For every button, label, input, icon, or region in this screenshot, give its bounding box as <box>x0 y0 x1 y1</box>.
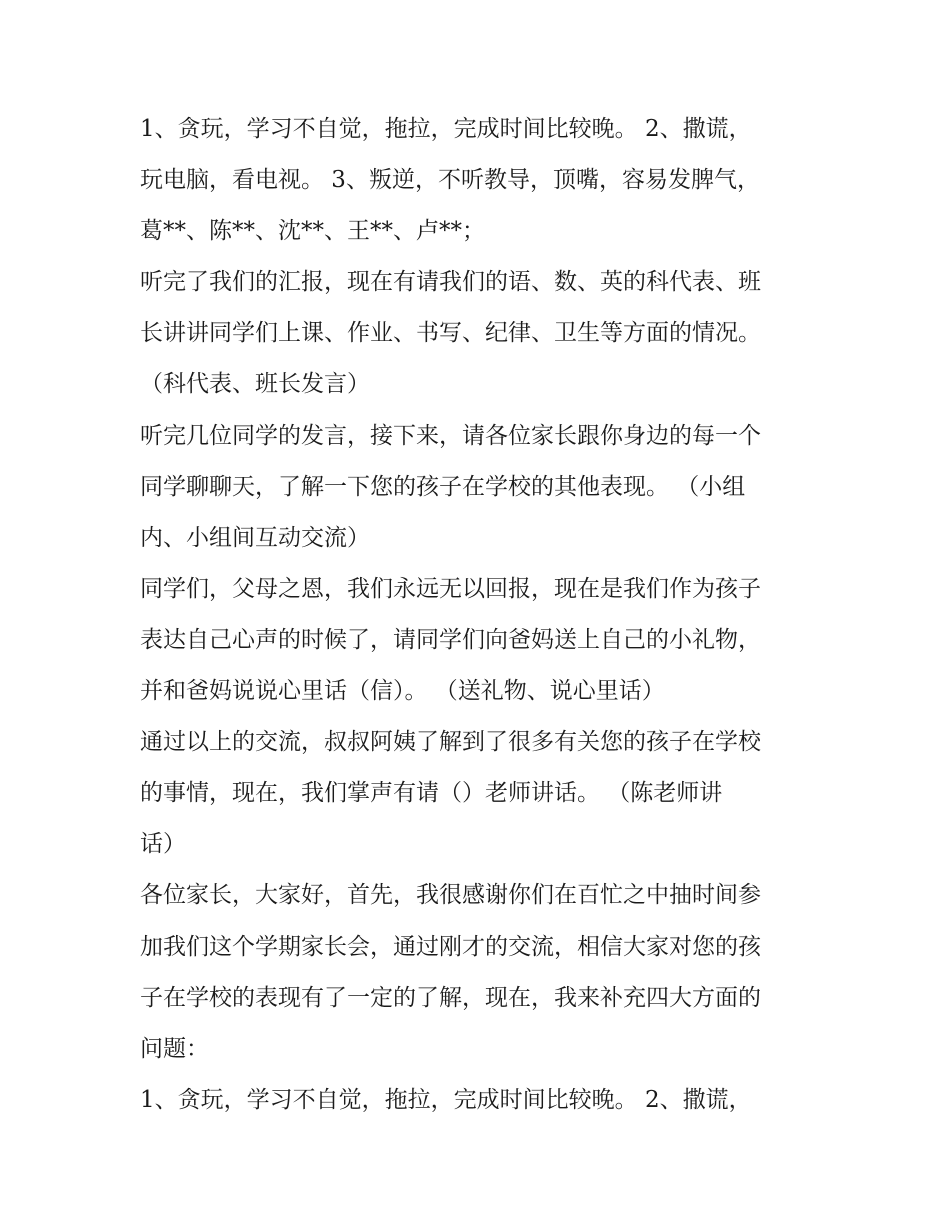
text-line: 的事情，现在，我们掌声有请（）老师讲话。 （陈老师讲 <box>140 780 723 807</box>
text-line: 听完了我们的汇报，现在有请我们的语、数、英的科代表、班 <box>140 269 761 296</box>
text-line: 同学们，父母之恩，我们永远无以回报，现在是我们作为孩子 <box>140 575 761 602</box>
text-line: 听完几位同学的发言，接下来，请各位家长跟你身边的每一个 <box>140 422 761 449</box>
text-line: 各位家长，大家好，首先，我很感谢你们在百忙之中抽时间参 <box>140 882 761 909</box>
text-line: 内、小组间互动交流） <box>140 524 370 551</box>
text-line: 并和爸妈说说心里话（信）。 （送礼物、说心里话） <box>140 678 665 705</box>
text-line: （科代表、班长发言） <box>140 371 370 398</box>
text-line: 玩电脑，看电视。 3、叛逆，不听教导，顶嘴，容易发脾气， <box>140 167 760 194</box>
text-line: 1、贪玩，学习不自觉，拖拉，完成时间比较晚。 2、撒谎， <box>140 116 752 142</box>
text-line: 加我们这个学期家长会，通过刚才的交流，相信大家对您的孩 <box>140 933 761 960</box>
text-line: 葛**、陈**、沈**、王**、卢**； <box>140 218 485 245</box>
text-line: 子在学校的表现有了一定的了解，现在，我来补充四大方面的 <box>140 984 761 1011</box>
text-line: 话） <box>140 831 186 858</box>
text-line: 长讲讲同学们上课、作业、书写、纪律、卫生等方面的情况。 <box>140 320 761 347</box>
text-line: 通过以上的交流，叔叔阿姨了解到了很多有关您的孩子在学校 <box>140 729 761 756</box>
text-line: 1、贪玩，学习不自觉，拖拉，完成时间比较晚。 2、撒谎， <box>140 1086 752 1113</box>
text-line: 表达自己心声的时候了，请同学们向爸妈送上自己的小礼物， <box>140 626 761 653</box>
document-body <box>140 104 820 1126</box>
text-line: 问题： <box>140 1035 209 1062</box>
text-line: 同学聊聊天，了解一下您的孩子在学校的其他表现。 （小组 <box>140 473 746 500</box>
